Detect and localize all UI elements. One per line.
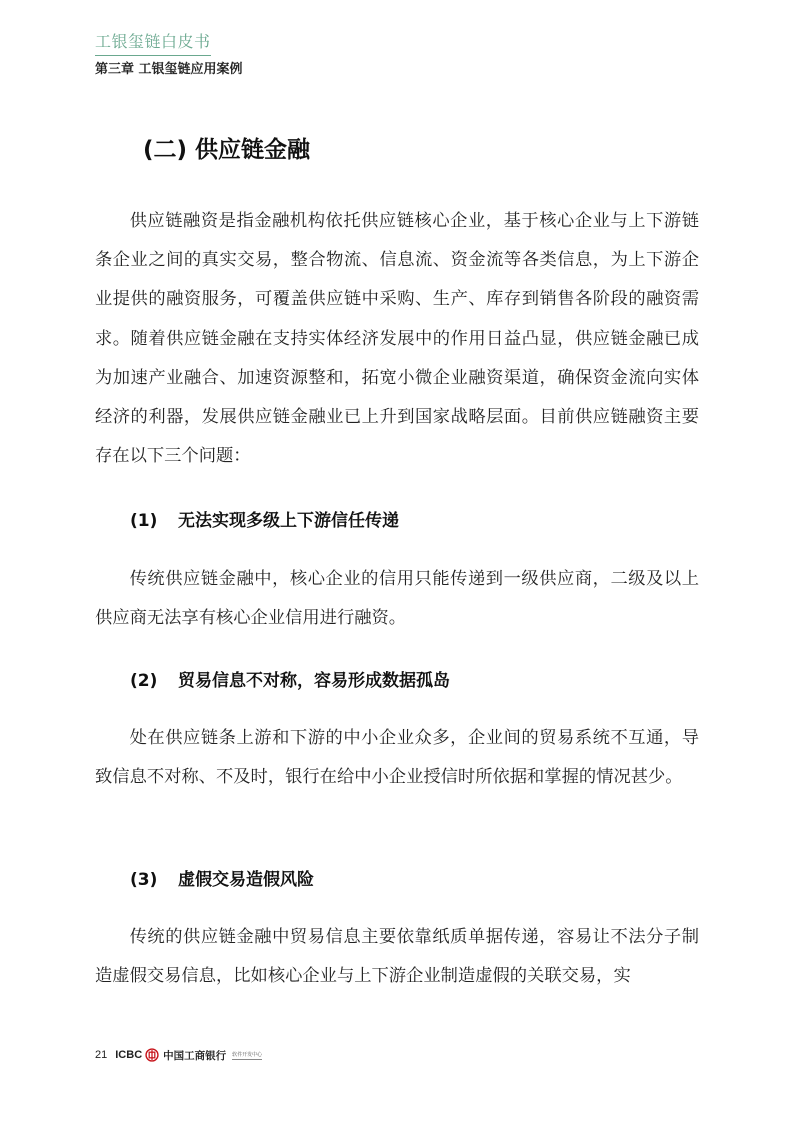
intro-paragraph: 供应链融资是指金融机构依托供应链核心企业，基于核心企业与上下游链条企业之间的真实交易，整合物流、信息流、资金流等各类信息，为上下游企业提供的融资服务，可覆盖供应链中采购、生产、库存到销售各阶段的融资需求。随着供应链金融在支持实体经济发展中的作用日益凸显，供应链金融已成为加速产业融合、加速资源整和，拓宽小微企业融资渠道，确保资金流向实体经济的利器，发展供应链金融业已上升到国家战略层面。目前供应链融资主要存在以下三个问题： — [95, 211, 699, 467]
problem-2-body: 处在供应链条上游和下游的中小企业众多，企业间的贸易系统不互通，导致信息不对称、不及时，银行在给中小企业授信时所依据和掌握的情况甚少。 — [95, 728, 699, 788]
header-title: 工银玺链白皮书 — [95, 29, 211, 56]
bank-name: 中国工商银行 — [163, 1049, 227, 1062]
chapter-title: 第三章 工银玺链应用案例 — [95, 62, 243, 77]
problem-2-number: (2) — [130, 671, 158, 691]
problem-3-number: (3) — [130, 870, 158, 890]
problem-3-heading — [130, 865, 314, 890]
problem-1-heading — [130, 506, 399, 531]
section-heading: (二) 供应链金融 — [143, 137, 311, 163]
page-footer — [95, 1046, 262, 1064]
problem-1-number: (1) — [130, 511, 158, 531]
page-number: 21 — [95, 1049, 108, 1061]
dev-center-name: 软件开发中心 — [232, 1051, 263, 1058]
icbc-wordmark: ICBC — [115, 1049, 143, 1061]
problem-3-body: 传统的供应链金融中贸易信息主要依靠纸质单据传递，容易让不法分子制造虚假交易信息，比如核心企业与上下游企业制造虚假的关联交易，实 — [95, 927, 699, 987]
icbc-logo-icon — [145, 1048, 159, 1062]
problem-1-body: 传统供应链金融中，核心企业的信用只能传递到一级供应商，二级及以上供应商无法享有核心企业信用进行融资。 — [95, 569, 699, 629]
problem-1-title: 无法实现多级上下游信任传递 — [178, 511, 399, 531]
problem-2-heading — [130, 666, 450, 691]
problem-3-title: 虚假交易造假风险 — [178, 870, 314, 890]
problem-2-title: 贸易信息不对称，容易形成数据孤岛 — [178, 671, 450, 691]
